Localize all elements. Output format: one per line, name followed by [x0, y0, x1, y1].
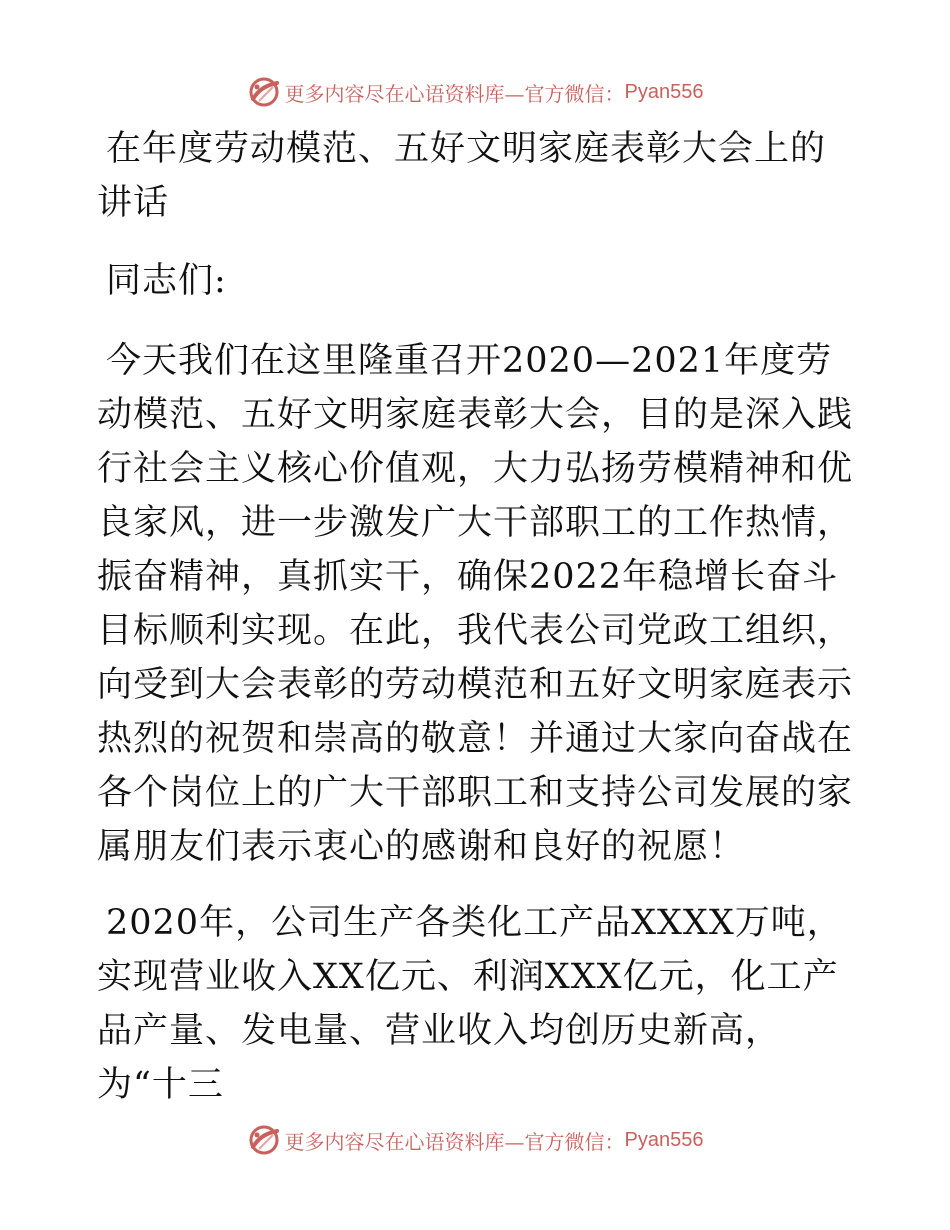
watermark-text: 更多内容尽在心语资料库—官方微信：	[284, 81, 625, 106]
salutation: 同志们:	[106, 261, 227, 301]
paragraph-1: 今天我们在这里隆重召开2020—2021年度劳动模范、五好文明家庭表彰大会，目的是深入践行社会主义核心价值观，大力弘扬劳模精神和优良家风，进一步激发广大干部职工的工作热情，振奋精神，真抓实干，确保2022年稳增长奋斗目标顺利实现。在此，我代表公司党政工组织，向受到大会表彰的劳动模范和五好文明家庭表示热烈的祝贺和崇高的敬意！并通过大家向奋战在各个岗位上的广大干部职工和支持公司发展的家属朋友们表示衷心的感谢和良好的祝愿！	[97, 341, 854, 867]
red-ink-brush-logo-icon	[247, 75, 281, 109]
watermark-handle: Pyan556	[624, 1128, 704, 1151]
footer-watermark	[0, 1120, 950, 1160]
watermark-text: 更多内容尽在心语资料库—官方微信：	[284, 1129, 625, 1154]
red-ink-brush-logo-icon	[247, 1123, 281, 1157]
paragraph-2: 2020年，公司生产各类化工产品XXXX万吨，实现营业收入XX亿元、利润XXX亿元，化工产品产量、发电量、营业收入均创历史新高，为“十三	[97, 903, 843, 1105]
watermark-handle: Pyan556	[624, 80, 704, 103]
header-watermark	[0, 72, 950, 112]
page-title: 在年度劳动模范、五好文明家庭表彰大会上的讲话	[97, 129, 827, 223]
document-body	[97, 122, 857, 1112]
